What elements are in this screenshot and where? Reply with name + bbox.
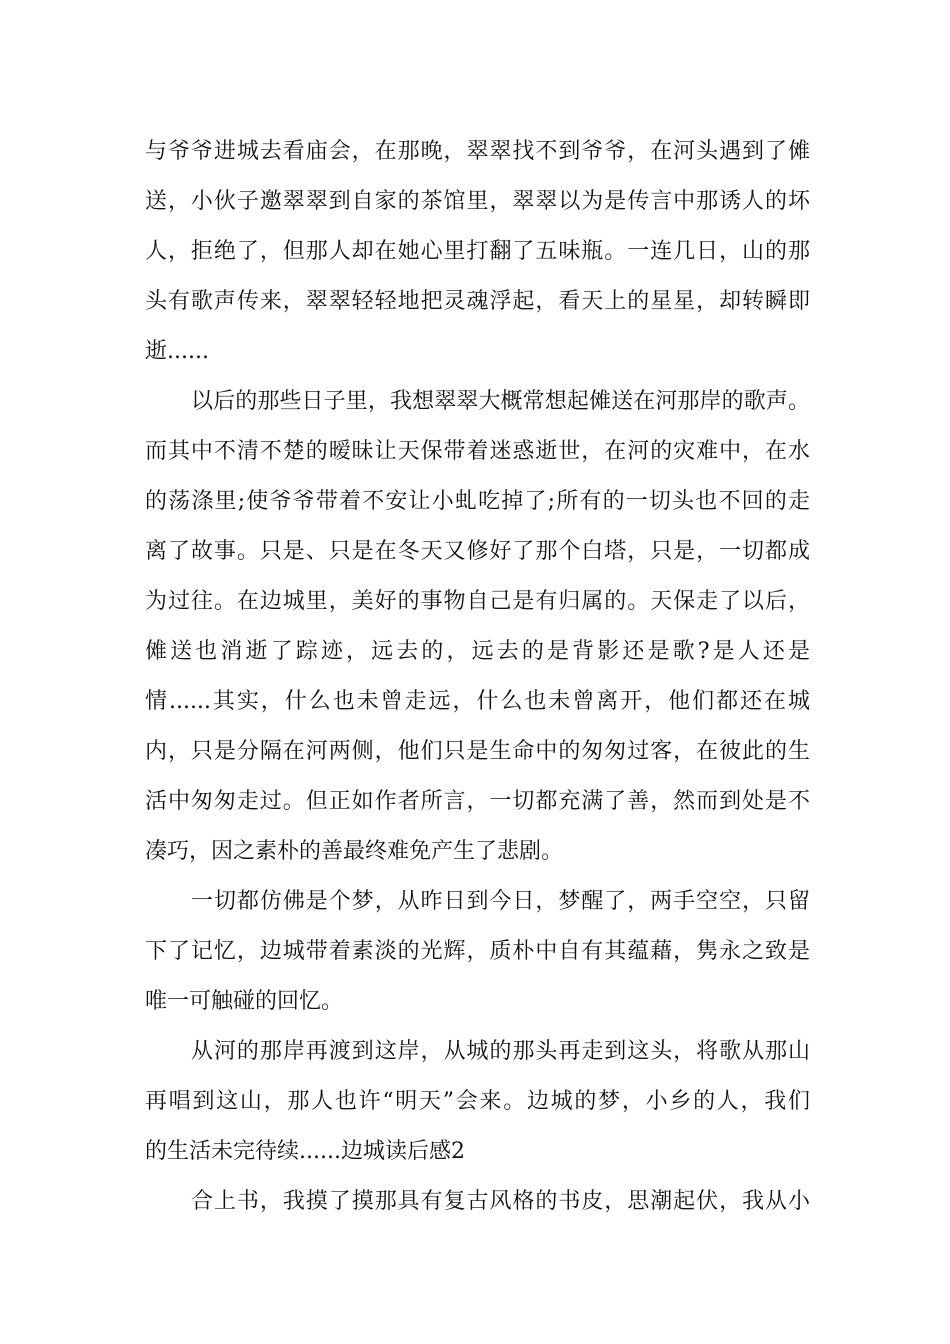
text-line: 头有歌声传来，翠翠轻轻地把灵魂浮起，看天上的星星，却转瞬即 xyxy=(145,289,810,314)
paragraph-first-line: 一切都仿佛是个梦，从昨日到今日，梦醒了，两手空空，只留 xyxy=(191,889,810,914)
text-line: 傩送也消逝了踪迹，远去的，远去的是背影还是歌?是人还是 xyxy=(145,639,810,664)
text-line: 送，小伙子邀翠翠到自家的茶馆里，翠翠以为是传言中那诱人的坏 xyxy=(145,189,810,214)
text-line: 而其中不清不楚的暧昧让天保带着迷惑逝世，在河的灾难中，在水 xyxy=(145,439,810,464)
text-line: 活中匆匆走过。但正如作者所言，一切都充满了善，然而到处是不 xyxy=(145,789,810,814)
paragraph-first-line: 从河的那岸再渡到这岸，从城的那头再走到这头，将歌从那山 xyxy=(191,1039,810,1064)
text-line: 情......其实，什么也未曾走远，什么也未曾离开，他们都还在城 xyxy=(145,689,810,714)
text-line: 离了故事。只是、只是在冬天又修好了那个白塔，只是，一切都成 xyxy=(145,539,810,564)
text-line: 的荡涤里;使爷爷带着不安让小虬吃掉了;所有的一切头也不回的走 xyxy=(145,489,810,514)
text-line: 凑巧，因之素朴的善最终难免产生了悲剧。 xyxy=(145,839,564,864)
text-line: 下了记忆，边城带着素淡的光辉，质朴中自有其蕴藉，隽永之致是 xyxy=(145,939,810,964)
text-line: 再唱到这山，那人也许“明天”会来。边城的梦，小乡的人，我们 xyxy=(145,1089,810,1114)
text-line: 的生活未完待续......边城读后感2 xyxy=(145,1139,465,1164)
text-line: 逝...... xyxy=(145,339,209,364)
text-line: 唯一可触碰的回忆。 xyxy=(145,989,344,1014)
text-line: 与爷爷进城去看庙会，在那晚，翠翠找不到爷爷，在河头遇到了傩 xyxy=(145,139,810,164)
paragraph-first-line: 以后的那些日子里，我想翠翠大概常想起傩送在河那岸的歌声。 xyxy=(191,389,810,414)
text-line: 人，拒绝了，但那人却在她心里打翻了五味瓶。一连几日，山的那 xyxy=(145,239,810,264)
text-line: 内，只是分隔在河两侧，他们只是生命中的匆匆过客，在彼此的生 xyxy=(145,739,810,764)
text-line: 为过往。在边城里，美好的事物自己是有归属的。天保走了以后， xyxy=(145,589,810,614)
paragraph-first-line: 合上书，我摸了摸那具有复古风格的书皮，思潮起伏，我从小 xyxy=(191,1189,810,1214)
